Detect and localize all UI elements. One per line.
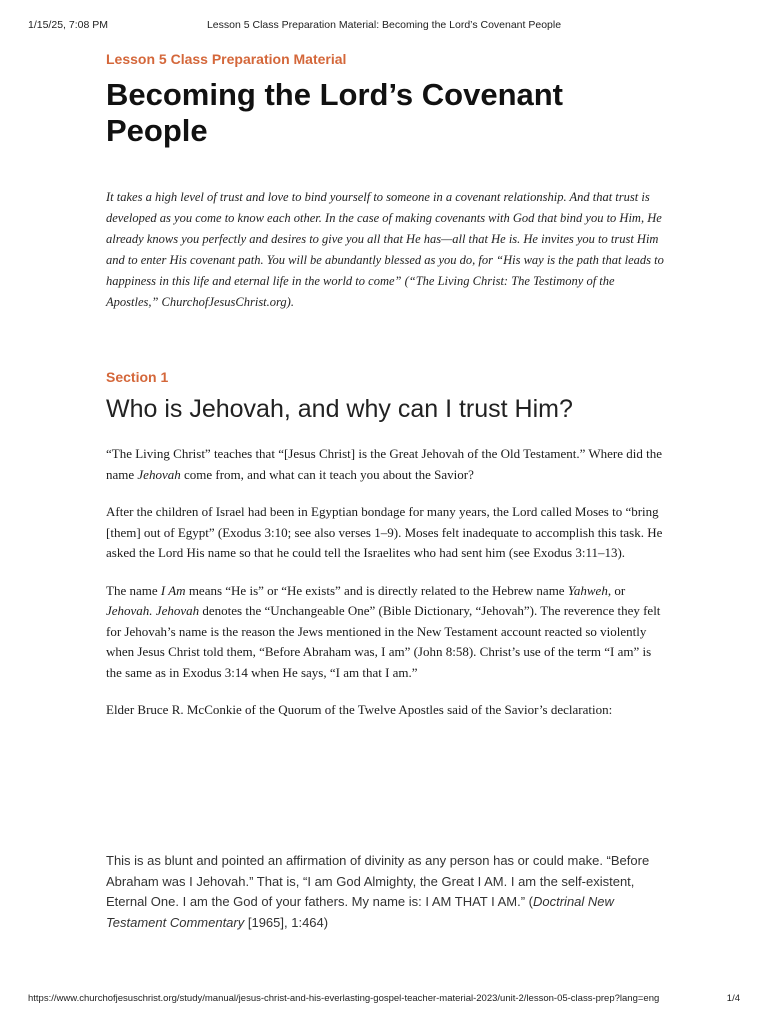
page-number: 1/4 [726, 993, 740, 1004]
paragraph-1-text-a: “The Living Christ” teaches that “[Jesus Christ] is the Great Jehovah of the Old Testament.” Where did the name [106, 446, 663, 482]
paragraph-3-text-d: denotes the “Unchangeable One” (Bible Dictionary, “Jehovah”). The reverence they felt for Jehovah’s name is the reason the Jews mentioned in the New Testament account reacted so violently when Jesus Christ told them, “Before Abraham was, I am” (John 8:58). Christ’s use of the term “I am” is the same as in Exodus 3:14 when He says, “I am that I am.” [106, 603, 661, 680]
paragraph-3-text-b: means “He is” or “He exists” and is directly related to the Hebrew name [185, 582, 568, 598]
page-title: Becoming the Lord’s Covenant People [106, 77, 564, 148]
paragraph-3 [106, 581, 666, 684]
paragraph-3-text-a: The name [106, 582, 161, 598]
paragraph-3-emphasis-1: I Am [160, 582, 186, 598]
print-date: 1/15/25, 7:08 PM [28, 19, 108, 31]
print-document-title: Lesson 5 Class Preparation Material: Becoming the Lord’s Covenant People [206, 19, 562, 31]
section-label: Section 1 [106, 369, 169, 385]
quote-text-a: This is as blunt and pointed an affirmation of divinity as any person has or could make. “Before Abraham was I Jehovah.” That is, “I am God Almighty, the Great I AM. I am the self-existent, Eternal One. I am the God of your fathers. My name is: I AM THAT I AM.” ( [106, 853, 650, 909]
paragraph-3-emphasis-3: Jehovah. Jehovah [106, 603, 200, 618]
print-footer [28, 993, 740, 1007]
print-header [28, 19, 740, 33]
paragraph-3-text-c: , or [607, 582, 626, 598]
paragraph-1-emphasis: Jehovah [137, 466, 181, 482]
block-quote [106, 851, 651, 933]
paragraph-1 [106, 444, 666, 485]
paragraph-2: After the children of Israel had been in Egyptian bondage for many years, the Lord called Moses to “bring [them] out of Egypt” (Exodus 3:10; see also verses 1–9). Moses felt inadequate to accomplish this task. He asked the Lord His name so that he could tell the Israelites who had sent him (see Exodus 3:11–13). [106, 504, 663, 560]
paragraph-3-emphasis-2: Yahweh [567, 582, 608, 598]
print-url[interactable]: https://www.churchofjesuschrist.org/study/manual/jesus-christ-and-his-everlasting-gospel-teacher-material-2023/unit-2/lesson-05-class-prep?lang=eng [28, 993, 660, 1004]
article-content [106, 50, 666, 721]
quote-source-title: Doctrinal New Testament Commentary [106, 894, 614, 930]
intro-paragraph: It takes a high level of trust and love to bind yourself to someone in a covenant relationship. And that trust is developed as you come to know each other. In the case of making covenants with God that bind you to Him, He already knows you perfectly and desires to give you all that He has—all that He is. He invites you to trust Him and to enter His covenant path. You will be abundantly blessed as you do, for “His way is the path that leads to happiness in this life and eternal life in the world to come” (“The Living Christ: The Testimony of the Apostles,” ChurchofJesusChrist.org). [106, 190, 664, 309]
quote-text-b: [1965], 1:464) [244, 914, 329, 930]
section-title: Who is Jehovah, and why can I trust Him? [106, 395, 573, 423]
lesson-kicker: Lesson 5 Class Preparation Material [106, 51, 347, 67]
paragraph-1-text-b: come from, and what can it teach you about the Savior? [180, 466, 474, 482]
paragraph-4: Elder Bruce R. McConkie of the Quorum of the Twelve Apostles said of the Savior’s declaration: [106, 702, 613, 717]
